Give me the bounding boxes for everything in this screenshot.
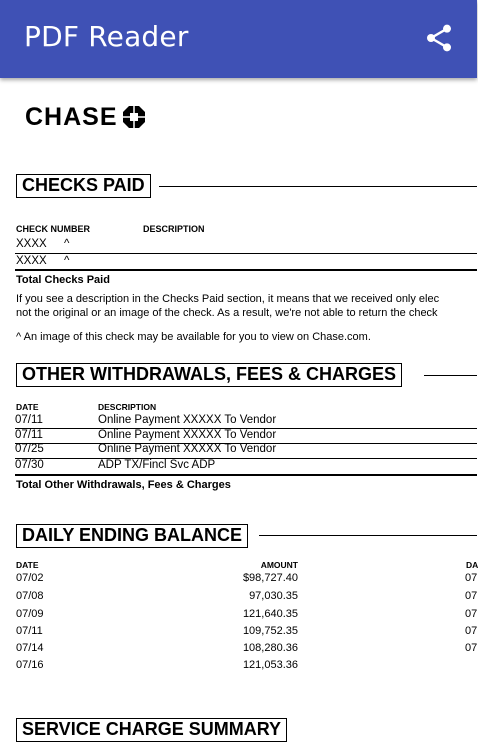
total-other-withdrawals: Total Other Withdrawals, Fees & Charges — [16, 479, 231, 491]
checks-paid-heading: CHECKS PAID — [16, 174, 151, 198]
balance-amount: 121,053.36 — [242, 659, 298, 671]
balance-amount: 97,030.35 — [249, 590, 298, 602]
check-mark: ^ — [64, 255, 70, 267]
withdrawal-desc: ADP TX/Fincl Svc ADP — [98, 459, 216, 471]
pdf-page[interactable] — [0, 78, 477, 753]
balance-amount: 109,752.35 — [242, 625, 298, 637]
balance-amount: $98,727.40 — [242, 572, 298, 584]
balance-date-right: 07 — [465, 572, 478, 584]
row-divider — [15, 253, 477, 254]
balance-date: 07/08 — [16, 590, 44, 602]
balance-amount: 108,280.36 — [242, 642, 298, 654]
logo-text: CHASE — [25, 102, 118, 131]
balance-date-right: 07 — [465, 590, 478, 602]
balance-amount: 121,640.35 — [242, 608, 298, 620]
col-date: DATE — [16, 560, 39, 570]
withdrawal-desc: Online Payment XXXXX To Vendor — [98, 443, 277, 455]
daily-balance-heading: DAILY ENDING BALANCE — [16, 524, 248, 548]
col-description: DESCRIPTION — [98, 402, 157, 412]
row-divider — [15, 458, 477, 459]
withdrawal-date: 07/11 — [15, 414, 43, 426]
share-icon[interactable] — [423, 22, 455, 54]
check-number: XXXX — [16, 238, 47, 250]
app-title: PDF Reader — [24, 20, 189, 53]
withdrawal-date: 07/11 — [15, 429, 43, 441]
withdrawal-date: 07/25 — [15, 443, 44, 455]
col-description: DESCRIPTION — [143, 224, 205, 234]
balance-date: 07/09 — [16, 608, 44, 620]
withdrawal-date: 07/30 — [15, 459, 44, 471]
balance-date: 07/11 — [16, 625, 43, 637]
withdrawal-desc: Online Payment XXXXX To Vendor — [98, 429, 277, 441]
section-rule — [259, 535, 477, 536]
balance-date-right: 07 — [465, 608, 478, 620]
other-withdrawals-heading: OTHER WITHDRAWALS, FEES & CHARGES — [16, 363, 402, 387]
check-number: XXXX — [16, 255, 47, 267]
col-amount: AMOUNT — [260, 560, 298, 570]
col-date: DATE — [16, 402, 39, 412]
check-mark: ^ — [64, 238, 70, 250]
total-checks-paid: Total Checks Paid — [16, 274, 110, 286]
service-charge-heading: SERVICE CHARGE SUMMARY — [16, 718, 287, 742]
chase-logo — [25, 104, 146, 130]
section-rule — [424, 375, 477, 376]
checks-note-line2: not the original or an image of the check. As a result, we're not able to return the check — [16, 307, 438, 319]
balance-date-right: 07 — [465, 642, 478, 654]
octagon-logo-icon — [122, 105, 146, 129]
balance-date-right: 07 — [465, 625, 478, 637]
app-bar — [0, 0, 477, 78]
total-divider — [15, 474, 477, 476]
total-divider — [15, 269, 477, 271]
checks-note-line1: If you see a description in the Checks Paid section, it means that we received only elec — [16, 293, 440, 305]
withdrawal-desc: Online Payment XXXXX To Vendor — [98, 414, 277, 426]
balance-date: 07/14 — [16, 642, 44, 654]
col-check-number: CHECK NUMBER — [16, 224, 90, 234]
balance-date: 07/16 — [16, 659, 44, 671]
section-rule — [159, 186, 477, 187]
checks-image-note: ^ An image of this check may be available for you to view on Chase.com. — [16, 331, 371, 343]
balance-date: 07/02 — [16, 572, 44, 584]
col-date-right: DA — [466, 560, 478, 570]
